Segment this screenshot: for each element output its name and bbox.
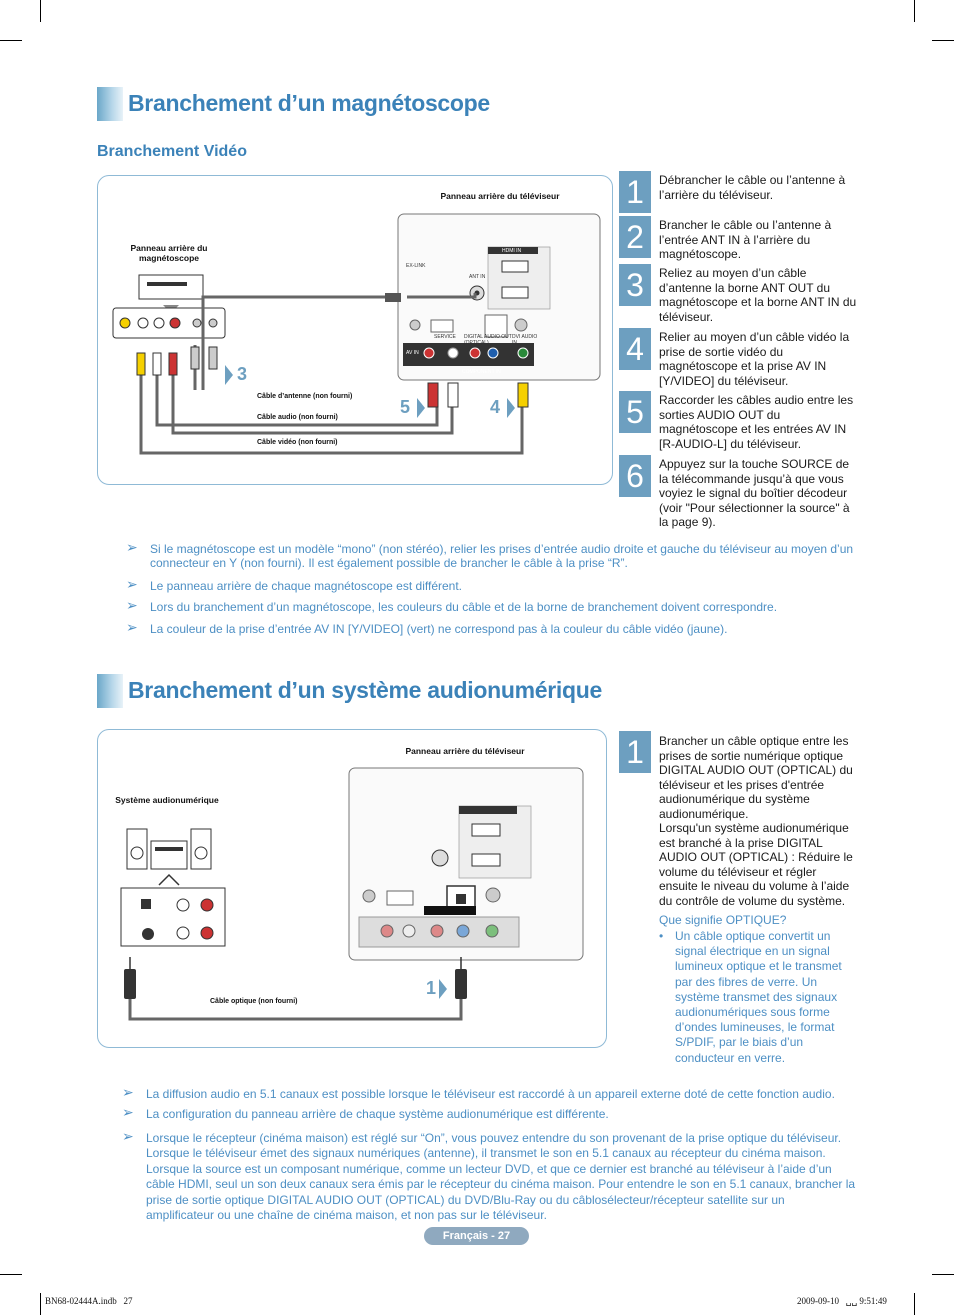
av-port-c: [431, 925, 443, 937]
note-item: [122, 1084, 862, 1103]
receiver-slot: [155, 847, 183, 851]
hdmi-port-1: [502, 287, 528, 298]
tv-panel-label-2: Panneau arrière du téléviseur: [405, 746, 525, 756]
note-arrow-icon: ➢: [122, 1104, 134, 1120]
note-arrow-icon: ➢: [126, 597, 138, 613]
callout-arrow-4: [507, 398, 515, 418]
component-pb: [488, 348, 498, 358]
cable-optical-label: Câble optique (non fourni): [210, 998, 298, 1005]
section2-heading: [97, 674, 602, 708]
note-arrow-icon: ➢: [122, 1128, 134, 1144]
note-item: [126, 539, 866, 572]
system-audio-out-r: [201, 927, 213, 939]
optique-answer: Un câble optique convertit un signal électrique en un signal lumineux optique et le transmet par des fibres de verre. Un système transmet des signaux audionumériques sous forme d’ondes lumineuses, le format S/PDIF, par le biais d’un conducteur en verre.: [675, 929, 842, 1065]
note-text: Le panneau arrière de chaque magnétoscope est différent.: [150, 579, 462, 593]
vcr-connection-diagram: [97, 175, 611, 483]
crop-mark: [40, 0, 41, 22]
note-item: [126, 597, 866, 616]
tv-port-component: COMPONENT IN: [462, 369, 501, 375]
av-port-a: [381, 925, 393, 937]
system-up-arrow: [159, 875, 179, 885]
step2-text-1: Brancher un câble optique entre les prises de sortie numérique optique DIGITAL AUDIO OUT (OPTICAL) du téléviseur et les prises d'entrée audionumérique du système audionumérique. Lorsqu'un système audionumérique est branché à la prise DIGITAL AUDIO OUT (OPTICAL) : Réduire le volume du téléviseur et régler ensuite le niveau du volume à l’aide du contrôle de volume du système.: [659, 734, 853, 908]
crop-mark: [914, 1293, 915, 1315]
section1-subtitle: Branchement Vidéo: [97, 143, 247, 160]
footer-file: BN68-02444A.indb 27: [45, 1296, 133, 1306]
note-text: La couleur de la prise d’entrée AV IN [Y/VIDEO] (vert) ne correspond pas à la couleur du câble vidéo (jaune).: [150, 622, 728, 636]
system-coax: [142, 928, 154, 940]
vcr-audio-r: [170, 318, 180, 328]
audio-system-label: Système audionumérique: [115, 795, 219, 805]
dvi-audio-port-2: [486, 888, 500, 902]
cable-video-label: Câble vidéo (non fourni): [257, 439, 338, 446]
system-audio-in-l: [177, 899, 189, 911]
receiver-unit: [151, 841, 187, 869]
callout-arrow-3: [225, 365, 233, 385]
system-audio-out-l: [177, 927, 189, 939]
vcr-slot: [147, 282, 187, 286]
tv-port-dvi: DVI AUDIO IN: [512, 334, 538, 346]
system-optical-in: [141, 899, 151, 909]
audio-plug-r-tv: [428, 383, 438, 407]
step-text-2: Brancher le câble ou l’antenne à l’entrée ANT IN à l’arrière du magnétoscope.: [659, 218, 832, 261]
note-item: [122, 1104, 862, 1123]
note-item: [126, 619, 866, 638]
note-text: Lorsque le récepteur (cinéma maison) est réglé sur “On”, vous pouvez entendre du son provenant de la prise optique du téléviseur. Lorsque le téléviseur émet des signaux numériques (antenne), il transmet le son en 5.1 canaux au récepteur du cinéma maison. Lorsque la source est un composant numérique, comme un lecteur DVD, et que ce dernier est branché au téléviseur à l’aide d’un câble HDMI, seul un son deux canaux sera émis par le récepteur du cinéma maison. Pour entendre le son en 5.1 canaux, brancher la prise de sortie optique DIGITAL AUDIO OUT (OPTICAL) du DVD/Blu-Ray ou du câblosélecteur/récepteur satellite sur un amplificateur ou une chaîne de cinéma maison, et non pas sur le téléviseur.: [146, 1131, 856, 1223]
step-text-1: Débrancher le câble ou l’antenne à l’arrière du téléviseur.: [659, 173, 846, 202]
section2-title: Branchement d’un système audionumérique: [128, 677, 602, 703]
step-number-2: 2: [619, 216, 651, 258]
crop-mark: [914, 0, 915, 22]
bullet-icon: •: [659, 929, 664, 943]
tv-port-avin: AV IN: [406, 350, 419, 356]
video-plug-vcr: [137, 353, 145, 375]
antenna-plug: [385, 293, 401, 302]
system-audio-in-r: [201, 899, 213, 911]
exlink-port-2: [363, 890, 375, 902]
hdmi-port-2b: [472, 824, 500, 836]
vcr-audio-w: [154, 318, 164, 328]
note-arrow-icon: ➢: [126, 539, 138, 555]
vcr-audio-l: [138, 318, 148, 328]
vcr-panel-label: Panneau arrière du magnétoscope: [130, 243, 208, 263]
vcr-video-out: [120, 318, 130, 328]
step-text-5: Raccorder les câbles audio entre les sorties AUDIO OUT du magnétoscope et les entrées AV IN [R-AUDIO-L] du téléviseur.: [659, 393, 854, 451]
cable-antenna-label: Câble d’antenne (non fourni): [257, 393, 353, 400]
note-arrow-icon: ➢: [126, 576, 138, 592]
vcr-ant-in: [193, 319, 201, 327]
note-item: [126, 576, 866, 595]
step-number-6: 6: [619, 455, 651, 497]
optical-plug-tv: [455, 969, 467, 999]
tv-port-ant: ANT IN: [469, 274, 486, 280]
crop-mark: [932, 40, 954, 41]
av-port-d: [457, 925, 469, 937]
section1-heading: [97, 87, 557, 121]
callout-arrow-1: [439, 979, 447, 999]
note-text: La configuration du panneau arrière de chaque système audionumérique est différente.: [146, 1107, 609, 1121]
audio-plug-r-vcr: [169, 353, 177, 375]
hdmi-block-2: [459, 806, 531, 878]
exlink-port: [410, 320, 420, 330]
av-in-strip: [403, 343, 534, 366]
optical-port-inner: [456, 894, 466, 904]
av-port-e: [486, 925, 498, 937]
footer-date: 2009-09-10 ␣␣ 9:51:49: [797, 1296, 887, 1306]
dvi-audio-port: [515, 319, 527, 331]
tv-port-digital: DIGITAL AUDIO OUT (OPTICAL): [464, 334, 512, 346]
step-text-6: Appuyez sur la touche SOURCE de la télécommande jusqu’à que vous voyiez le signal du boîtier décodeur (voir "Pour sélectionner la source" à la page 9).: [659, 457, 850, 529]
page-number-badge: Français - 27: [424, 1227, 529, 1245]
callout-1: 1: [426, 978, 437, 998]
step-number-1: 1: [619, 171, 651, 213]
heading-bar: [97, 674, 123, 708]
av-in-audio-r: [424, 348, 434, 358]
audio-plug-l-tv: [448, 383, 458, 407]
callout-3: 3: [237, 364, 248, 384]
ant-in-port-2: [432, 850, 448, 866]
section1-title: Branchement d’un magnétoscope: [128, 90, 490, 116]
optique-question: Que signifie OPTIQUE?: [659, 913, 787, 927]
tv-port-exlink: EX-LINK: [406, 263, 426, 269]
tv-panel-label: Panneau arrière du téléviseur: [440, 191, 560, 201]
digital-audio-out-label-bg: [424, 906, 476, 915]
callout-arrow-5: [417, 398, 425, 418]
callout-5: 5: [400, 397, 411, 417]
vcr-device: [139, 275, 203, 299]
step-text-3: Reliez au moyen d’un câble d’antenne la borne ANT OUT du magnétoscope et la borne ANT IN du téléviseur.: [659, 266, 857, 324]
step-number-4: 4: [619, 328, 651, 370]
step-number-5: 5: [619, 391, 651, 433]
tv-port-hdmi: HDMI IN: [502, 248, 522, 254]
av-port-b: [403, 925, 415, 937]
hdmi-block: [488, 247, 550, 309]
speaker-left-cone: [131, 847, 143, 859]
vcr-ant-out: [209, 319, 217, 327]
heading-bar: [97, 87, 123, 121]
crop-mark: [932, 1274, 954, 1275]
hdmi-header-2: [459, 806, 517, 814]
speaker-right-cone: [195, 847, 207, 859]
step2-number-1: 1: [619, 731, 651, 773]
tv-port-service: SERVICE: [434, 334, 456, 340]
note-text: Si le magnétoscope est un modèle “mono” (non stéréo), relier les prises d’entrée audio droite et gauche du téléviseur au moyen d’un connecteur en Y (non fourni). Il est également possible de brancher le câble à la prise “R”.: [150, 542, 854, 570]
hdmi-port-2: [502, 261, 528, 272]
component-pr: [470, 348, 480, 358]
step-number-3: 3: [619, 264, 651, 306]
note-text: La diffusion audio en 5.1 canaux est possible lorsque le téléviseur est raccordé à un appareil externe doté de cette fonction audio.: [146, 1087, 835, 1101]
service-port: [431, 320, 453, 332]
antenna-plug-vcr-a: [191, 347, 199, 369]
av-in-audio-l: [448, 348, 458, 358]
audio-plug-l-vcr: [153, 353, 161, 375]
hdmi-port-1b: [472, 854, 500, 866]
audio-connection-diagram: [97, 729, 605, 1046]
av-in-video: [518, 348, 528, 358]
callout-4: 4: [490, 397, 501, 417]
cable-audio-label: Câble audio (non fourni): [257, 414, 338, 421]
step-text-4: Relier au moyen d’un câble vidéo la prise de sortie vidéo du magnétoscope et la prise AV IN [Y/VIDEO] du téléviseur.: [659, 330, 850, 388]
crop-mark: [0, 1274, 22, 1275]
crop-mark: [0, 40, 22, 41]
optical-plug-system: [124, 969, 136, 999]
note-arrow-icon: ➢: [122, 1084, 134, 1100]
video-plug-tv: [518, 383, 528, 407]
service-port-2: [387, 891, 413, 905]
note-arrow-icon: ➢: [126, 619, 138, 635]
antenna-plug-vcr-b: [209, 347, 217, 369]
note-item: [122, 1128, 862, 1223]
crop-mark: [40, 1293, 41, 1315]
note-text: Lors du branchement d’un magnétoscope, les couleurs du câble et de la borne de branchement doivent correspondre.: [150, 600, 778, 614]
